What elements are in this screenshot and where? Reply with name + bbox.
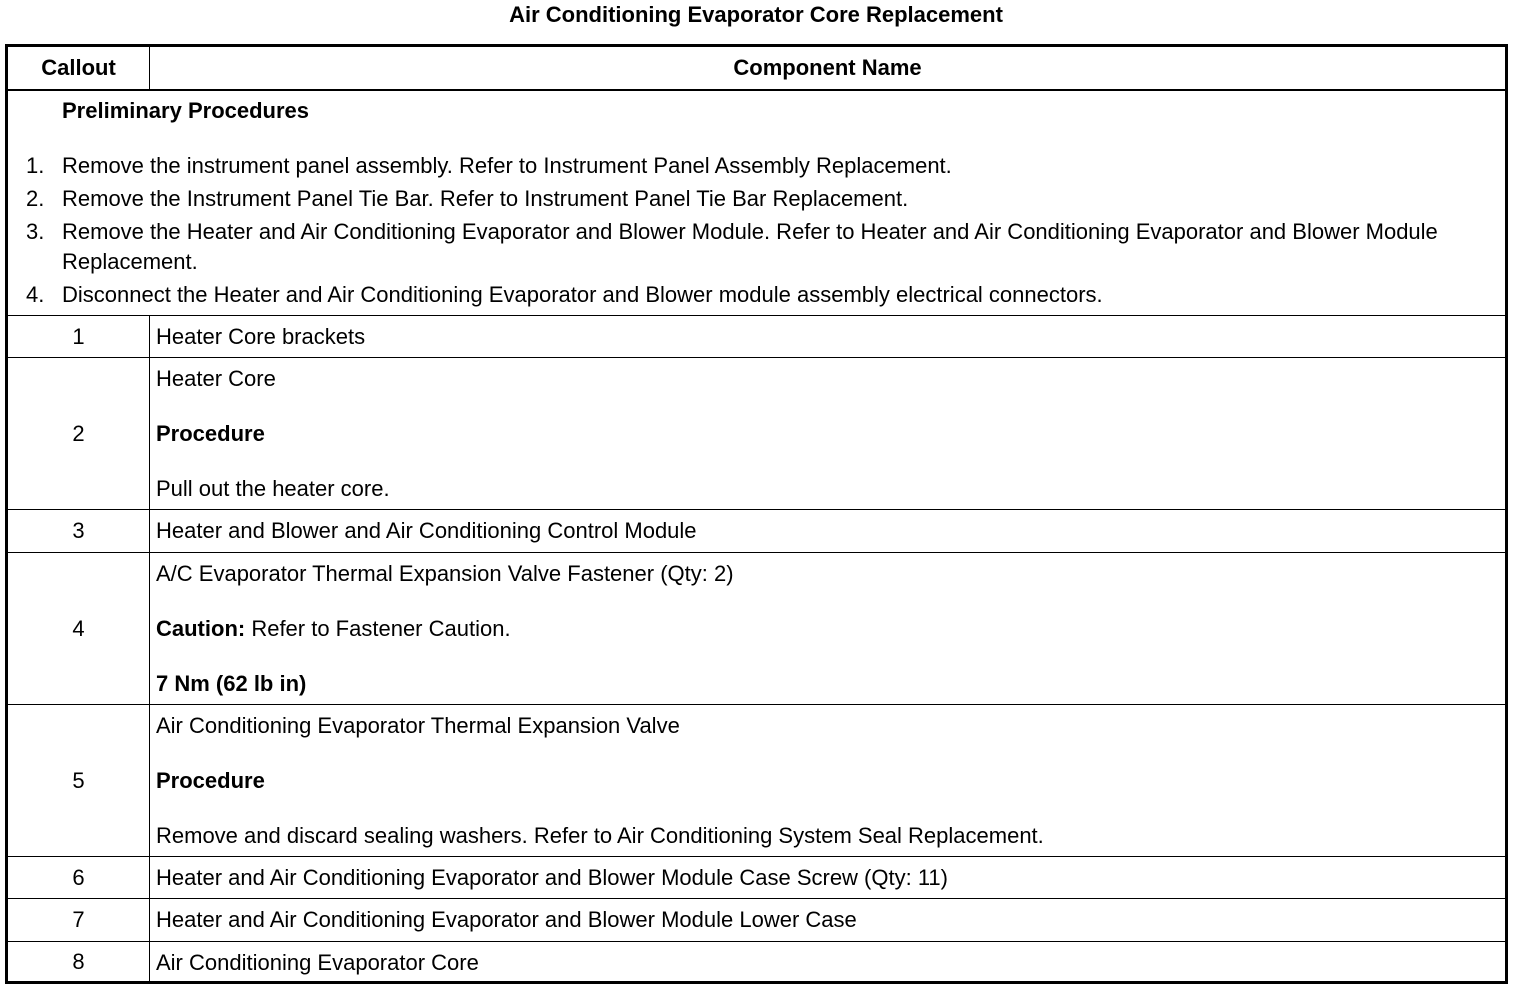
- caution-line: [156, 614, 1505, 644]
- step-text: Remove the instrument panel assembly. Refer to Instrument Panel Assembly Replacement.: [62, 153, 952, 178]
- callout-cell: 2: [8, 358, 150, 509]
- step-text: Remove the Heater and Air Conditioning Evaporator and Blower Module. Refer to Heater and Air Conditioning Evaporator and Blower Module Replacement.: [62, 219, 1438, 274]
- step-number: 2.: [26, 186, 45, 211]
- component-name-cell: [150, 705, 1505, 856]
- component-name: Heater Core: [156, 366, 276, 391]
- table-row: [8, 553, 1505, 705]
- callout-cell: 4: [8, 553, 150, 704]
- table-row: [8, 942, 1505, 981]
- table-row: [8, 705, 1505, 857]
- procedure-text: Pull out the heater core.: [156, 476, 390, 501]
- component-name-cell: [150, 316, 1505, 357]
- component-name-cell: [150, 358, 1505, 509]
- preliminary-step: [8, 184, 1485, 214]
- callout-cell: 5: [8, 705, 150, 856]
- table-row: [8, 316, 1505, 358]
- component-name-cell: [150, 510, 1505, 552]
- torque-spec: 7 Nm (62 lb in): [156, 671, 307, 696]
- table-header: [8, 47, 1505, 91]
- table-row: [8, 899, 1505, 942]
- table-row: [8, 510, 1505, 553]
- page-title: Air Conditioning Evaporator Core Replacement: [509, 2, 1003, 27]
- callout-cell: 6: [8, 857, 150, 898]
- procedure-label: Procedure: [156, 421, 265, 446]
- component-name-cell: [150, 553, 1505, 704]
- component-name: Heater and Air Conditioning Evaporator and Blower Module Case Screw (Qty: 11): [156, 865, 948, 890]
- preliminary-steps: [8, 151, 1485, 313]
- procedure-text: Remove and discard sealing washers. Refer to Air Conditioning System Seal Replacement.: [156, 823, 1044, 848]
- table-row: [8, 358, 1505, 510]
- component-name: Air Conditioning Evaporator Thermal Expansion Valve: [156, 713, 680, 738]
- step-text: Remove the Instrument Panel Tie Bar. Refer to Instrument Panel Tie Bar Replacement.: [62, 186, 909, 211]
- component-name: Heater Core brackets: [156, 324, 366, 349]
- component-name: Heater and Blower and Air Conditioning Control Module: [156, 518, 697, 543]
- caution-label: Caution:: [156, 616, 246, 641]
- component-name: A/C Evaporator Thermal Expansion Valve Fastener (Qty: 2): [156, 561, 734, 586]
- component-name-cell: [150, 899, 1505, 941]
- callout-cell: 8: [8, 942, 150, 981]
- callout-cell: 3: [8, 510, 150, 552]
- preliminary-title: Preliminary Procedures: [62, 98, 310, 123]
- component-name-column-header: Component Name: [733, 55, 922, 80]
- component-name-cell: [150, 942, 1505, 981]
- callout-cell: 1: [8, 316, 150, 357]
- callout-cell: 7: [8, 899, 150, 941]
- table-row: [8, 857, 1505, 899]
- procedure-label: Procedure: [156, 768, 265, 793]
- preliminary-step: [8, 280, 1485, 310]
- step-text: Disconnect the Heater and Air Conditioning Evaporator and Blower module assembly electrical connectors.: [62, 282, 1103, 307]
- caution-text: Refer to Fastener Caution.: [245, 616, 511, 641]
- component-name: Air Conditioning Evaporator Core: [156, 950, 479, 975]
- component-name: Heater and Air Conditioning Evaporator and Blower Module Lower Case: [156, 907, 857, 932]
- preliminary-step: [8, 217, 1485, 277]
- preliminary-procedures: [8, 91, 1505, 316]
- component-name-cell: [150, 857, 1505, 898]
- step-number: 3.: [26, 219, 45, 244]
- step-number: 4.: [26, 282, 45, 307]
- component-table: [5, 44, 1508, 984]
- preliminary-step: [8, 151, 1485, 181]
- callout-column-header: Callout: [8, 47, 150, 89]
- step-number: 1.: [26, 153, 45, 178]
